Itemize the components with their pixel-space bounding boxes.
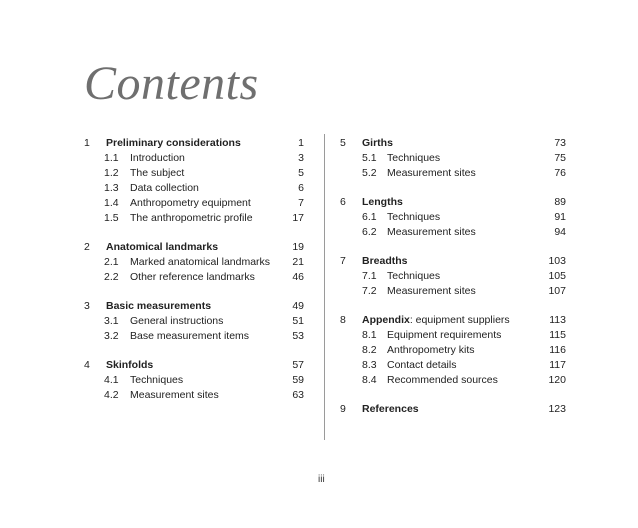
section-title: Techniques (387, 270, 441, 282)
section-page: 105 (548, 270, 566, 282)
section-number: 5.2 (362, 167, 377, 179)
section-row[interactable] (84, 388, 304, 403)
chapter-title (362, 254, 408, 269)
section-row[interactable] (84, 181, 304, 196)
section-title: Techniques (130, 374, 184, 386)
section-number: 1.5 (104, 212, 119, 224)
chapter-page: 113 (549, 314, 566, 326)
section-row[interactable] (340, 373, 566, 388)
section-title: Base measurement items (130, 330, 250, 342)
section-row[interactable] (84, 196, 304, 211)
chapter-row[interactable] (84, 358, 304, 373)
chapter-page: 57 (292, 359, 304, 371)
section-row[interactable] (340, 358, 566, 373)
section-number: 2.1 (104, 256, 119, 268)
chapter-title (106, 136, 241, 151)
section-title: Recommended sources (387, 374, 498, 386)
section-row[interactable] (340, 343, 566, 358)
chapter-title-text: Lengths (362, 196, 403, 208)
section-number: 1.2 (104, 167, 119, 179)
chapter-row[interactable] (84, 240, 304, 255)
section-title: Measurement sites (387, 167, 476, 179)
section-page: 116 (549, 344, 566, 356)
section-page: 94 (554, 226, 566, 238)
section-row[interactable] (340, 210, 566, 225)
section-title: Anthropometry kits (387, 344, 475, 356)
section-row[interactable] (84, 270, 304, 285)
chapter-row[interactable] (84, 136, 304, 151)
chapter-title (106, 240, 218, 255)
chapter-title (106, 358, 153, 373)
section-row[interactable] (84, 166, 304, 181)
section-page: 76 (554, 167, 566, 179)
section-page: 53 (292, 330, 304, 342)
section-page: 5 (298, 167, 304, 179)
section-row[interactable] (84, 151, 304, 166)
chapter-title-text: Girths (362, 137, 393, 149)
section-page: 21 (292, 256, 304, 268)
chapter-title-text: Breadths (362, 255, 408, 267)
chapter-page: 103 (548, 255, 566, 267)
section-number: 8.4 (362, 374, 377, 386)
section-row[interactable] (340, 225, 566, 240)
chapter-number: 2 (84, 241, 90, 253)
section-title: Marked anatomical landmarks (130, 256, 271, 268)
section-number: 8.3 (362, 359, 377, 371)
section-row[interactable] (340, 328, 566, 343)
section-title: Techniques (387, 152, 441, 164)
section-page: 46 (292, 271, 304, 283)
section-row[interactable] (84, 373, 304, 388)
section-page: 3 (298, 152, 304, 164)
chapter-page: 19 (292, 241, 304, 253)
chapter-spacer (340, 388, 566, 402)
section-title: Other reference landmarks (130, 271, 255, 283)
section-row[interactable] (340, 151, 566, 166)
section-row[interactable] (84, 211, 304, 226)
section-page: 63 (292, 389, 304, 401)
section-page: 117 (549, 359, 566, 371)
chapter-number: 6 (340, 196, 346, 208)
chapter-number: 3 (84, 300, 90, 312)
section-number: 3.2 (104, 330, 119, 342)
chapter-spacer (84, 226, 304, 240)
chapter-title-text: Basic measurements (106, 300, 212, 312)
chapter-title-text: Skinfolds (106, 359, 154, 371)
section-title: Techniques (387, 211, 441, 223)
section-title: Data collection (130, 182, 199, 194)
section-row[interactable] (84, 255, 304, 270)
chapter-spacer (84, 344, 304, 358)
section-number: 4.2 (104, 389, 119, 401)
chapter-spacer (84, 285, 304, 299)
chapter-page: 89 (554, 196, 566, 208)
section-title: Measurement sites (387, 285, 476, 297)
section-title: Equipment requirements (387, 329, 502, 341)
page-title: Contents (84, 57, 259, 110)
chapter-row[interactable] (340, 254, 566, 269)
page-number: iii (318, 474, 325, 485)
section-title: The subject (130, 167, 185, 179)
section-page: 107 (548, 285, 566, 297)
section-title: Measurement sites (130, 389, 219, 401)
chapter-title-text: Preliminary considerations (106, 137, 241, 149)
section-page: 115 (549, 329, 566, 341)
section-title: Contact details (387, 359, 457, 371)
chapter-row[interactable] (340, 402, 566, 417)
chapter-title (362, 313, 510, 328)
chapter-spacer (340, 240, 566, 254)
chapter-row[interactable] (340, 313, 566, 328)
section-number: 1.3 (104, 182, 119, 194)
chapter-row[interactable] (340, 136, 566, 151)
section-row[interactable] (84, 314, 304, 329)
section-number: 3.1 (104, 315, 119, 327)
section-title: Measurement sites (387, 226, 476, 238)
section-title: General instructions (130, 315, 224, 327)
section-page: 75 (554, 152, 566, 164)
chapter-page: 1 (298, 137, 304, 149)
chapter-row[interactable] (84, 299, 304, 314)
chapter-number: 7 (340, 255, 346, 267)
chapter-title-rest: : equipment suppliers (409, 314, 510, 326)
chapter-spacer (340, 181, 566, 195)
chapter-number: 1 (84, 137, 90, 149)
chapter-title-text: Anatomical landmarks (106, 241, 219, 253)
section-row[interactable] (340, 269, 566, 284)
section-title: Anthropometry equipment (130, 197, 251, 209)
chapter-title (362, 136, 393, 151)
section-number: 4.1 (104, 374, 119, 386)
section-page: 17 (292, 212, 304, 224)
section-title: Introduction (130, 152, 185, 164)
chapter-page: 123 (548, 403, 566, 415)
chapter-title-text: References (362, 403, 419, 415)
contents-column-left (84, 136, 304, 403)
section-page: 51 (292, 315, 304, 327)
chapter-page: 73 (554, 137, 566, 149)
section-number: 7.2 (362, 285, 377, 297)
chapter-title (362, 195, 403, 210)
chapter-title-text: Appendix (362, 314, 410, 326)
section-page: 6 (298, 182, 304, 194)
chapter-row[interactable] (340, 195, 566, 210)
chapter-number: 9 (340, 403, 346, 415)
section-row[interactable] (340, 166, 566, 181)
contents-column-right (340, 136, 566, 417)
section-number: 7.1 (362, 270, 377, 282)
section-row[interactable] (84, 329, 304, 344)
section-number: 2.2 (104, 271, 119, 283)
section-page: 120 (548, 374, 566, 386)
section-number: 6.2 (362, 226, 377, 238)
section-page: 7 (298, 197, 304, 209)
chapter-number: 5 (340, 137, 346, 149)
section-number: 5.1 (362, 152, 377, 164)
chapter-title (362, 402, 419, 417)
chapter-page: 49 (292, 300, 304, 312)
column-divider (324, 134, 325, 440)
section-number: 6.1 (362, 211, 377, 223)
chapter-spacer (340, 299, 566, 313)
section-row[interactable] (340, 284, 566, 299)
section-number: 1.4 (104, 197, 119, 209)
section-page: 59 (292, 374, 304, 386)
section-number: 8.2 (362, 344, 377, 356)
section-title: The anthropometric profile (130, 212, 253, 224)
chapter-title (106, 299, 211, 314)
chapter-number: 4 (84, 359, 90, 371)
section-number: 1.1 (104, 152, 119, 164)
chapter-number: 8 (340, 314, 346, 326)
section-number: 8.1 (362, 329, 377, 341)
section-page: 91 (554, 211, 566, 223)
